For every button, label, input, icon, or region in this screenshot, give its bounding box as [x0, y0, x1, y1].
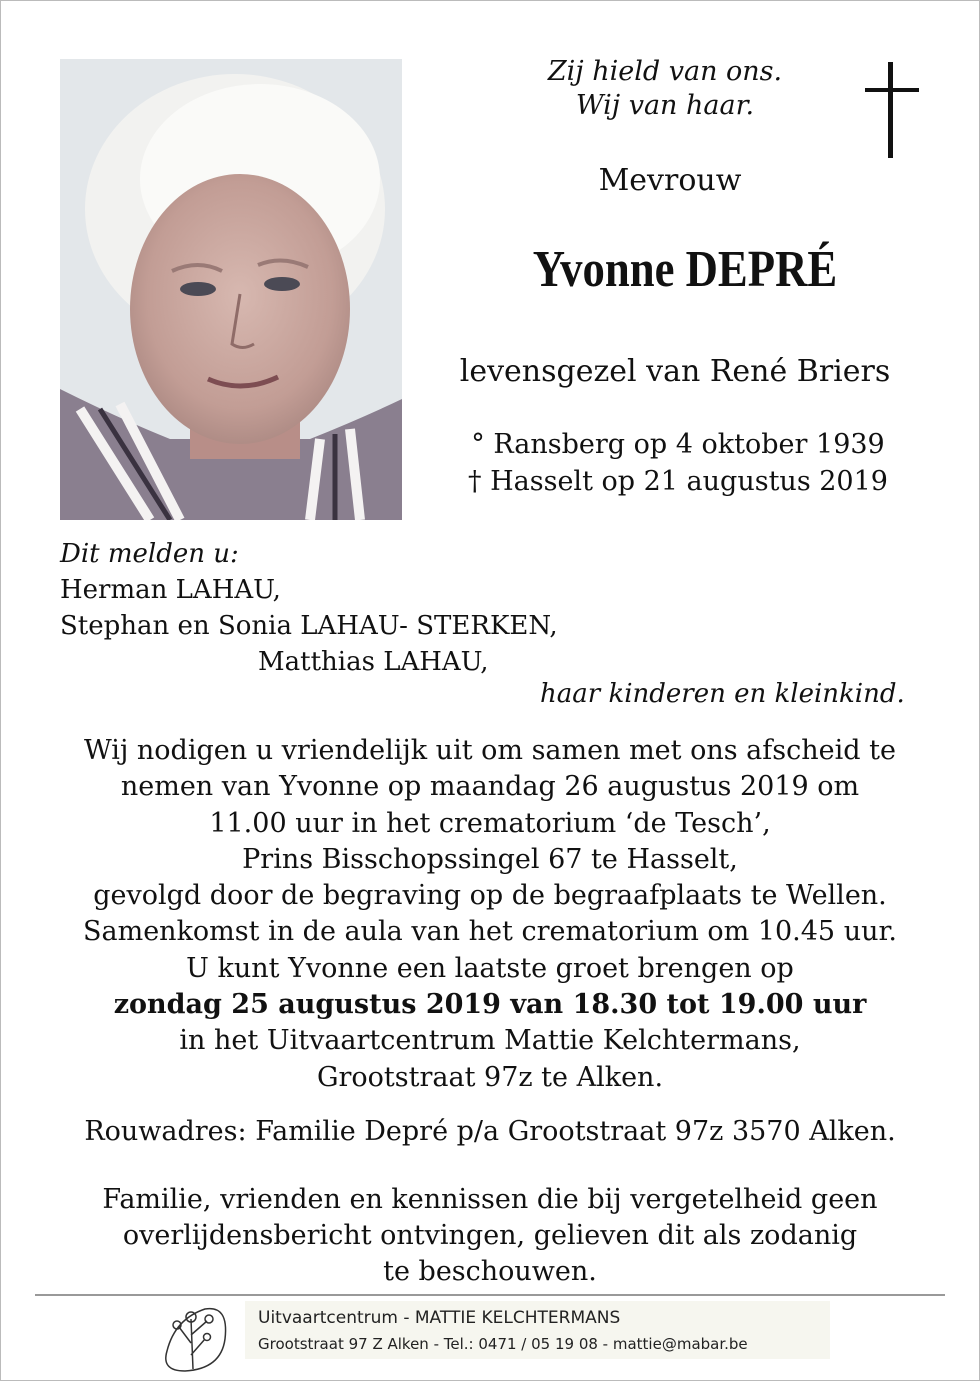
invitation-line: in het Uitvaartcentrum Mattie Kelchtermans,	[179, 1025, 801, 1057]
notice-line: te beschouwen.	[383, 1256, 597, 1287]
mourning-address: Rouwadres: Familie Depré p/a Grootstraat 97z 3570 Alken.	[84, 1116, 896, 1147]
deceased-name: Yvonne DEPRÉ	[532, 241, 838, 298]
announcer-1: Herman LAHAU,	[60, 575, 281, 605]
death-date: † Hasselt op 21 augustus 2019	[468, 466, 888, 497]
invitation-line: Wij nodigen u vriendelijk uit om samen met ons afscheid te	[84, 735, 896, 766]
partner-line: levensgezel van René Briers	[459, 354, 891, 389]
motto-line-1: Zij hield van ons.	[547, 56, 783, 87]
notice-line: overlijdensbericht ontvingen, gelieven dit als zodanig	[122, 1220, 858, 1251]
flower-logo-icon	[155, 1299, 235, 1375]
invitation-line: Prins Bisschopssingel 67 te Hasselt,	[242, 843, 738, 875]
invitation-line: Grootstraat 97z te Alken.	[316, 1061, 664, 1093]
motto-line-2: Wij van haar.	[575, 90, 755, 121]
funeral-home-name: Uitvaartcentrum - MATTIE KELCHTERMANS	[258, 1308, 621, 1328]
portrait-photo	[60, 59, 402, 520]
life-dates	[448, 426, 908, 500]
invitation-line: Samenkomst in de aula van het crematorium om 10.45 uur.	[83, 916, 897, 948]
announcers-relation: haar kinderen en kleinkind.	[540, 679, 905, 709]
notice-text	[40, 1182, 940, 1290]
invitation-line: U kunt Yvonne een laatste groet brengen op	[186, 952, 794, 984]
announcers-intro: Dit melden u:	[60, 539, 239, 569]
invitation-line: nemen van Yvonne op maandag 26 augustus 2019 om	[120, 771, 860, 803]
invitation-line: gevolgd door de begraving op de begraafplaats te Wellen.	[93, 880, 887, 912]
notice-line: Familie, vrienden en kennissen die bij vergetelheid geen	[102, 1184, 878, 1215]
motto	[520, 55, 810, 123]
announcer-2: Stephan en Sonia LAHAU- STERKEN,	[60, 611, 558, 641]
birth-date: ° Ransberg op 4 oktober 1939	[471, 429, 885, 460]
cross-icon	[862, 62, 922, 158]
footer-divider	[35, 1294, 945, 1296]
visitation-time: zondag 25 augustus 2019 van 18.30 tot 19.00 uur	[113, 989, 867, 1021]
funeral-home-contact: Grootstraat 97 Z Alken - Tel.: 0471 / 05 19 08 - mattie@mabar.be	[258, 1335, 748, 1353]
honorific: Mevrouw	[598, 163, 742, 198]
announcers	[60, 536, 558, 680]
invitation-line: 11.00 uur in het crematorium ‘de Tesch’,	[209, 807, 771, 839]
announcer-3: Matthias LAHAU,	[258, 647, 489, 677]
invitation-text	[40, 733, 940, 1096]
